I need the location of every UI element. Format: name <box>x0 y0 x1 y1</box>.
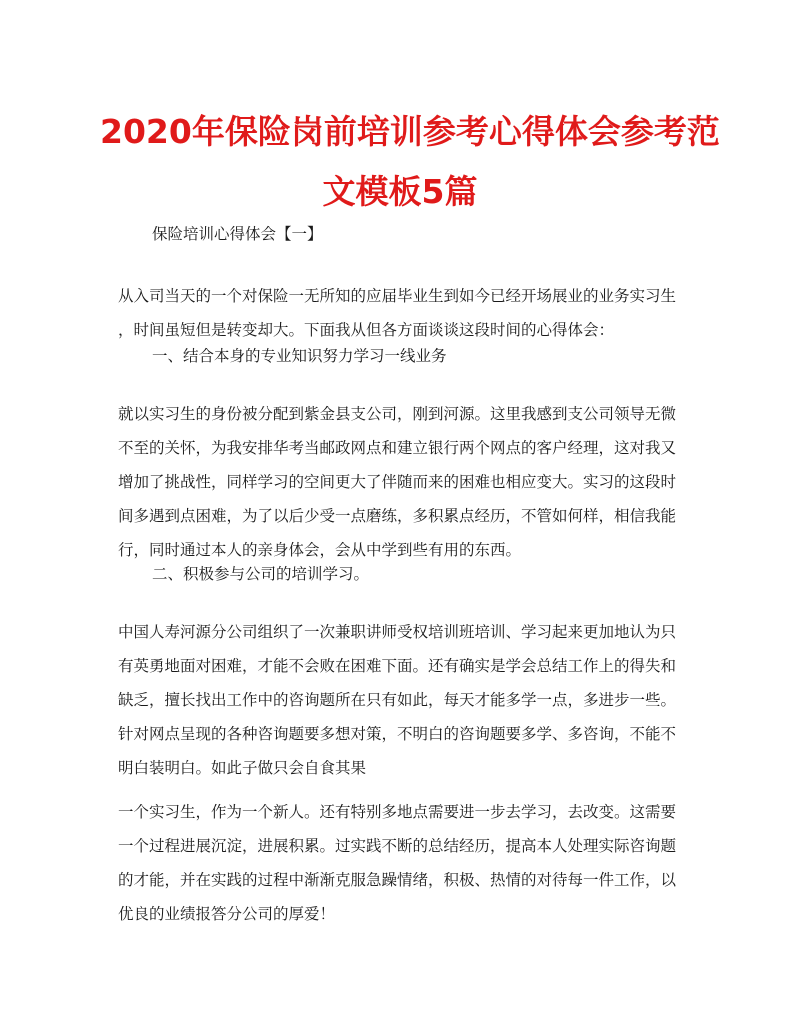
paragraph-4 <box>118 802 693 924</box>
point-heading-2: 二、积极参与公司的培训学习。 <box>152 565 370 583</box>
text-line: 优良的业绩报答分公司的厚爱！ <box>118 905 336 923</box>
text-line: 不至的关怀，为我安排华考当邮政网点和建立银行两个网点的客户经理，这对我又 <box>118 439 677 457</box>
text-line: 中国人寿河源分公司组织了一次兼职讲师受权培训班培训、学习起来更加地认为只 <box>118 623 677 641</box>
text-line: 明白装明白。如此子做只会自食其果 <box>118 759 367 777</box>
text-line: 针对网点呈现的各种咨询题要多想对策，不明白的咨询题要多学、多咨询，不能不 <box>118 725 677 743</box>
document-title-line-1: 2020年保险岗前培训参考心得体会参考范 <box>100 112 720 151</box>
text-line: 增加了挑战性，同样学习的空间更大了伴随而来的困难也相应变大。实习的这段时 <box>118 473 677 491</box>
paragraph-3 <box>118 622 693 778</box>
text-line: 间多遇到点困难，为了以后少受一点磨练，多积累点经历，不管如何样，相信我能 <box>118 507 677 525</box>
text-line: ，时间虽短但是转变却大。下面我从但各方面谈谈这段时间的心得体会： <box>118 321 615 339</box>
text-line: 一个实习生，作为一个新人。还有特别多地点需要进一步去学习，去改变。这需要 <box>118 803 677 821</box>
paragraph-2 <box>118 404 693 560</box>
text-line: 缺乏，擅长找出工作中的咨询题所在只有如此，每天才能多学一点，多进步一些。 <box>118 691 677 709</box>
text-line: 有英勇地面对困难，才能不会败在困难下面。还有确实是学会总结工作上的得失和 <box>118 657 677 675</box>
document-title-line-2: 文模板5篇 <box>322 172 478 211</box>
section-heading: 保险培训心得体会【一】 <box>152 225 323 243</box>
text-line: 行，同时通过本人的亲身体会，会从中学到些有用的东西。 <box>118 541 522 559</box>
text-line: 从入司当天的一个对保险一无所知的应届毕业生到如今已经开场展业的业务实习生 <box>118 287 677 305</box>
text-line: 就以实习生的身份被分配到紫金县支公司，刚到河源。这里我感到支公司领导无微 <box>118 405 677 423</box>
paragraph-1 <box>118 286 693 340</box>
text-line: 一个过程进展沉淀，进展积累。过实践不断的总结经历，提高本人处理实际咨询题 <box>118 837 677 855</box>
text-line: 的才能，并在实践的过程中渐渐克服急躁情绪，积极、热情的对待每一件工作，以 <box>118 871 677 889</box>
point-heading-1: 一、结合本身的专业知识努力学习一线业务 <box>152 347 447 365</box>
